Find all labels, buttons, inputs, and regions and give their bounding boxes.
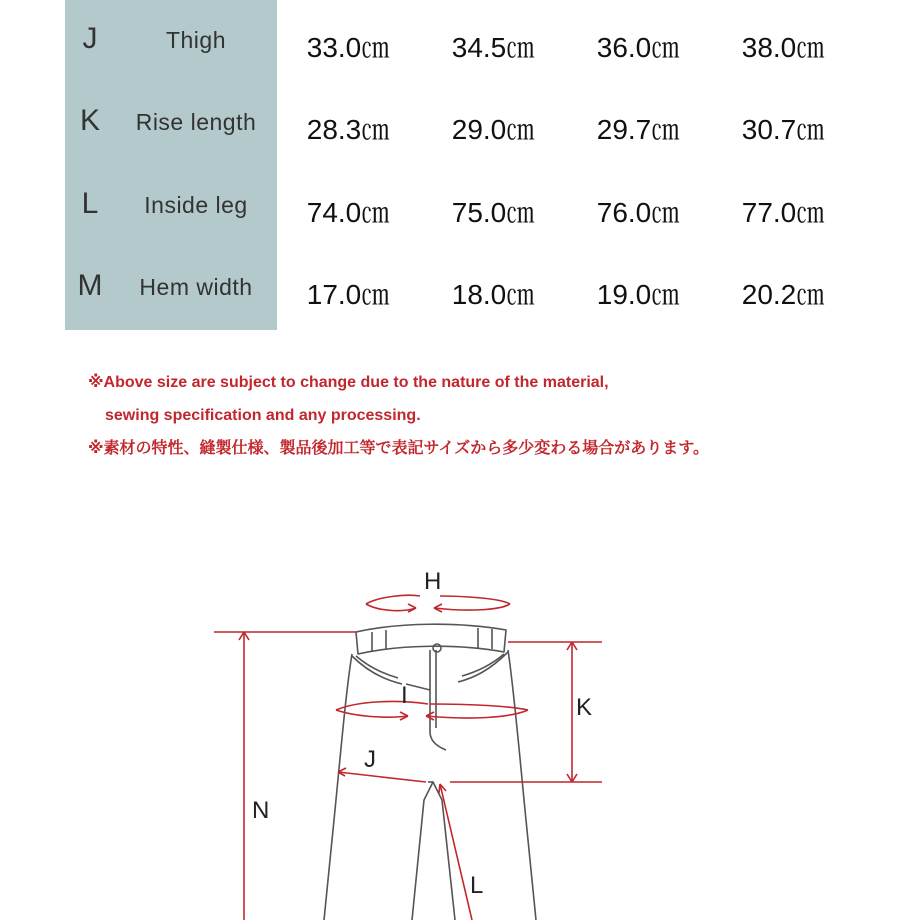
row-value: 19.0㎝	[596, 279, 680, 310]
table-row-inside-leg	[0, 165, 919, 247]
table-row-hem-width	[0, 247, 919, 329]
table-row-thigh	[0, 0, 919, 82]
row-name: Thigh	[165, 27, 227, 53]
label-n: N	[252, 797, 270, 824]
row-value: 20.2㎝	[741, 279, 825, 310]
row-value: 33.0㎝	[306, 32, 390, 63]
note-english-line1: ※Above size are subject to change due to the nature of the material,	[88, 374, 609, 391]
measurement-diagram	[0, 560, 919, 920]
label-j: J	[364, 746, 376, 773]
row-value: 34.5㎝	[451, 32, 535, 63]
row-letter: K	[79, 104, 100, 137]
size-table	[0, 0, 919, 330]
row-value: 77.0㎝	[741, 197, 825, 228]
row-value: 38.0㎝	[741, 32, 825, 63]
label-k: K	[576, 694, 593, 721]
row-value: 74.0㎝	[306, 197, 390, 228]
row-letter: M	[77, 269, 103, 302]
row-name: Rise length	[135, 109, 257, 135]
row-value: 28.3㎝	[306, 114, 390, 145]
row-letter: L	[81, 187, 99, 220]
row-value: 75.0㎝	[451, 197, 535, 228]
label-l: L	[470, 872, 484, 899]
table-row-rise-length	[0, 82, 919, 164]
pants-outline-icon	[0, 560, 919, 920]
row-value: 30.7㎝	[741, 114, 825, 145]
note-english-line2: sewing specification and any processing.	[105, 407, 421, 424]
row-name: Hem width	[139, 274, 253, 300]
row-value: 17.0㎝	[306, 279, 390, 310]
row-value: 36.0㎝	[596, 32, 680, 63]
row-value: 29.7㎝	[596, 114, 680, 145]
note-japanese: ※素材の特性、縫製仕様、製品後加工等で表記サイズから多少変わる場合があります。	[88, 440, 709, 457]
row-value: 18.0㎝	[451, 279, 535, 310]
row-value: 29.0㎝	[451, 114, 535, 145]
row-name: Inside leg	[144, 192, 248, 218]
label-h: H	[424, 568, 442, 595]
row-letter: J	[82, 22, 98, 55]
label-i: I	[401, 682, 408, 709]
size-notes	[88, 366, 888, 465]
row-value: 76.0㎝	[596, 197, 680, 228]
